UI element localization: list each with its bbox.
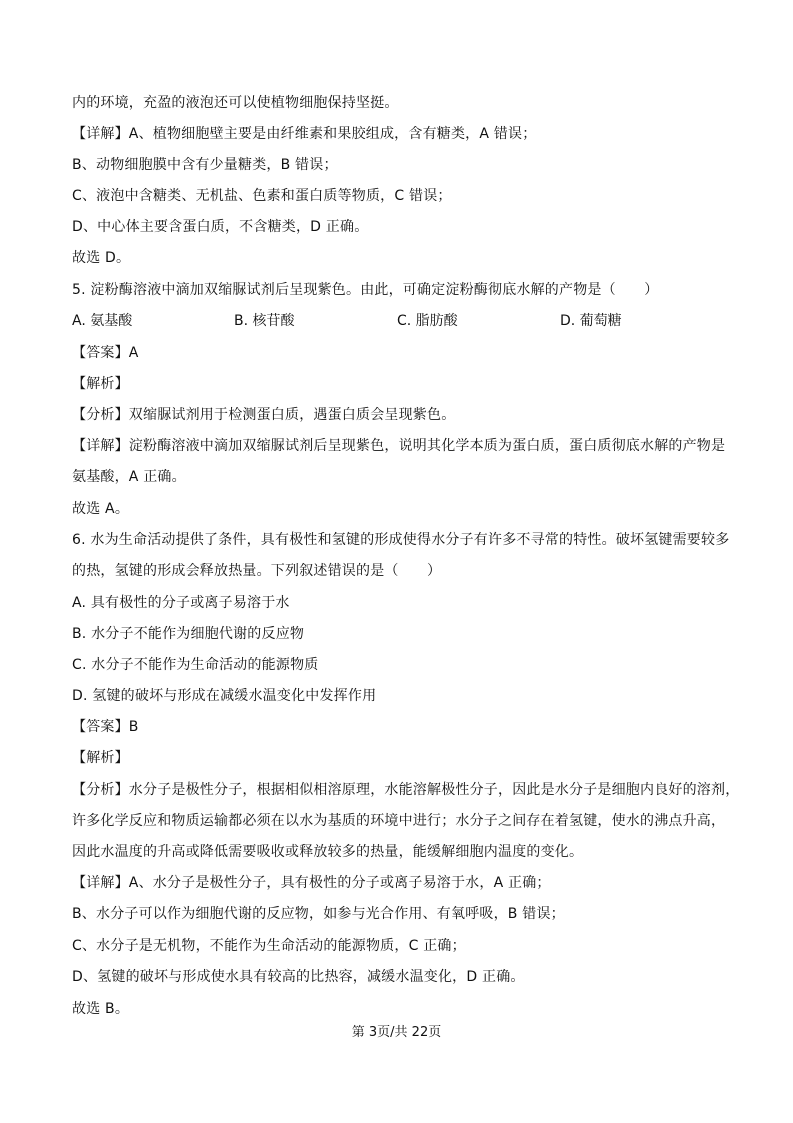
option-d: D. 氢键的破坏与形成在减缓水温变化中发挥作用 (72, 688, 377, 704)
option-c: C. 脂肪酸 (397, 313, 458, 329)
text-line: 故选 B。 (72, 1001, 130, 1017)
text-line: B、动物细胞膜中含有少量糖类，B 错误； (72, 157, 338, 173)
text-line: 许多化学反应和物质运输都必须在以水为基质的环境中进行；水分子之间存在着氢键，使水的沸点升高， (72, 813, 726, 829)
text-line: 【分析】双缩脲试剂用于检测蛋白质，遇蛋白质会呈现紫色。 (72, 407, 456, 423)
option-d: D. 葡萄糖 (560, 313, 622, 329)
text-line: C、液泡中含糖类、无机盐、色素和蛋白质等物质，C 错误； (72, 188, 452, 204)
analysis-label: 【解析】 (72, 376, 129, 392)
option-c: C. 水分子不能作为生命活动的能源物质 (72, 657, 319, 673)
text-line: 内的环境，充盈的液泡还可以使植物细胞保持坚挺。 (72, 95, 399, 111)
text-line: 因此水温度的升高或降低需要吸收或释放较多的热量，能缓解细胞内温度的变化。 (72, 844, 584, 860)
text-line: C、水分子是无机物，不能作为生命活动的能源物质，C 正确； (72, 938, 466, 954)
text-line: 故选 A。 (72, 501, 130, 517)
text-line: B、水分子可以作为细胞代谢的反应物，如参与光合作用、有氧呼吸，B 错误； (72, 906, 565, 922)
option-b: B. 核苷酸 (234, 313, 295, 329)
text-line: 氨基酸，A 正确。 (72, 469, 186, 485)
answer-label: 【答案】A (72, 345, 139, 361)
option-b: B. 水分子不能作为细胞代谢的反应物 (72, 626, 305, 642)
option-a: A. 具有极性的分子或离子易溶于水 (72, 595, 290, 611)
analysis-label: 【解析】 (72, 750, 129, 766)
page-footer: 第 3页/共 22页 (351, 1025, 442, 1040)
text-line: D、氢键的破坏与形成使水具有较高的比热容，减缓水温变化，D 正确。 (72, 969, 525, 985)
text-line: 【分析】水分子是极性分子，根据相似相溶原理，水能溶解极性分子，因此是水分子是细胞内良好的溶剂， (72, 782, 740, 798)
option-a: A. 氨基酸 (72, 313, 133, 329)
text-line: 【详解】淀粉酶溶液中滴加双缩脲试剂后呈现紫色，说明其化学本质为蛋白质，蛋白质彻底水解的产物是 (72, 438, 726, 454)
text-line: 【详解】A、植物细胞壁主要是由纤维素和果胶组成，含有糖类，A 错误； (72, 126, 537, 142)
question-5-stem: 5. 淀粉酶溶液中滴加双缩脲试剂后呈现紫色。由此，可确定淀粉酶彻底水解的产物是（ ） (72, 282, 659, 298)
answer-label: 【答案】B (72, 719, 139, 735)
text-line: 【详解】A、水分子是极性分子，具有极性的分子或离子易溶于水，A 正确； (72, 875, 551, 891)
question-5-options (72, 311, 722, 331)
text-line: 故选 D。 (72, 250, 131, 266)
question-6-stem: 6. 水为生命活动提供了条件，具有极性和氢键的形成使得水分子有许多不寻常的特性。破坏氢键需要较多 (72, 532, 730, 548)
text-line: D、中心体主要含蛋白质，不含糖类，D 正确。 (72, 219, 369, 235)
question-6-stem-cont: 的热，氢键的形成会释放热量。下列叙述错误的是（ ） (72, 563, 442, 579)
